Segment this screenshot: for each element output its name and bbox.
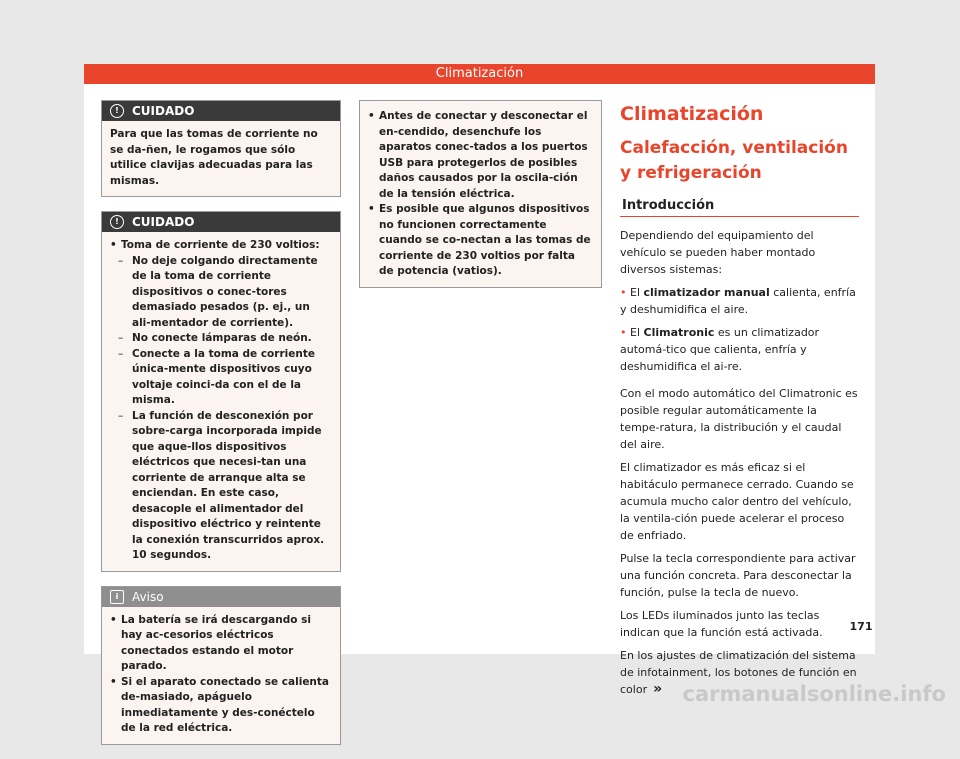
list-item: • El Climatronic es un climatizador automá-tico que calienta, enfría y deshumidifica el ai-re.	[620, 326, 820, 373]
list-item: • El climatizador manual calienta, enfría y deshumidifica el aire.	[620, 286, 856, 316]
caution-header-1	[102, 101, 340, 121]
caution-sub-item: – No conecte lámparas de neón.	[110, 331, 332, 347]
caution-sub-item: – La función de desconexión por sobre-carga incorporada impide que aque-llos dispositivos eléctricos que necesi-tan una corriente de arranque alta se enciendan. En este caso, desacople el alimentador del dispositivo eléctrico y reintente la conexión transcurridos aprox. 10 segundos.	[110, 409, 332, 564]
body-paragraph: El climatizador es más eficaz si el habitáculo permanece cerrado. Cuando se acumula mucho calor dentro del vehículo, la ventila-ción puede acelerar el proceso de enfriado.	[620, 461, 854, 542]
caution-label: CUIDADO	[132, 104, 195, 118]
bullet-icon: •	[620, 326, 627, 339]
bullet-icon: •	[620, 286, 627, 299]
notice-bullet: • La batería se irá descargando si hay ac-cesorios eléctricos conectados estando el motor parado.	[110, 613, 332, 675]
notice-box	[101, 586, 341, 745]
caution-label: CUIDADO	[132, 215, 195, 229]
right-column	[620, 100, 859, 704]
watermark-logo: carmanualsonline.info	[682, 682, 946, 706]
warning-icon: !	[110, 104, 124, 118]
caution-box-1	[101, 100, 341, 197]
caution-sub-item: – No deje colgando directamente de la toma de corriente dispositivos o conec-tores demasiado pesados (p. ej., un ali-mentador de corriente).	[110, 254, 332, 332]
intro-paragraph: Dependiendo del equipamiento del vehículo se pueden haber montado diversos sistemas:	[620, 229, 816, 276]
body-paragraph: Con el modo automático del Climatronic es posible regular automáticamente la tempe-ratura, la distribución y el caudal del aire.	[620, 387, 858, 451]
page-number: 171	[849, 620, 873, 633]
info-icon: i	[110, 590, 124, 604]
left-column	[101, 100, 341, 759]
notice-label: Aviso	[132, 589, 164, 604]
continue-arrow-icon: »	[653, 681, 663, 697]
notice-bullet: • Es posible que algunos dispositivos no funcionen correctamente cuando se co-nectan a las tomas de corriente de 230 voltios por falta de potencia (vatios).	[368, 202, 593, 280]
caution-bullet: • Toma de corriente de 230 voltios:	[110, 238, 332, 254]
notice-header	[102, 587, 340, 607]
warning-icon: !	[110, 215, 124, 229]
notice-bullet: • Antes de conectar y desconectar el en-cendido, desenchufe los aparatos conec-tados a los puertos USB para protegerlos de posibles daños causados por la oscila-ción de la tensión eléctrica.	[368, 109, 593, 202]
caution-box-2	[101, 211, 341, 572]
section-title: Calefacción, ventilación y refrigeración	[620, 138, 848, 183]
body-paragraph: Pulse la tecla correspondiente para activar una función concreta. Para desconectar la función, pulse la tecla de nuevo.	[620, 552, 856, 599]
notice-bullet: • Si el aparato conectado se calienta de-masiado, apáguelo inmediatamente y des-conéctelo de la red eléctrica.	[110, 675, 332, 737]
continued-notice-box	[359, 100, 602, 288]
body-paragraph: En los ajustes de climatización del sistema de infotainment, los botones de función en color »	[620, 649, 857, 697]
page-title: Climatización	[620, 103, 764, 125]
subsection-title: Introducción	[620, 198, 859, 217]
caution-header-2	[102, 212, 340, 232]
caution-text: Para que las tomas de corriente no se da-ñen, le rogamos que sólo utilice clavijas adecuadas para las mismas.	[110, 128, 318, 187]
chapter-header: Climatización	[84, 64, 875, 84]
body-paragraph: Los LEDs iluminados junto las teclas indican que la función está activada.	[620, 609, 823, 639]
middle-column	[359, 100, 602, 302]
caution-sub-item: – Conecte a la toma de corriente única-mente dispositivos cuyo voltaje coinci-da con el de la misma.	[110, 347, 332, 409]
